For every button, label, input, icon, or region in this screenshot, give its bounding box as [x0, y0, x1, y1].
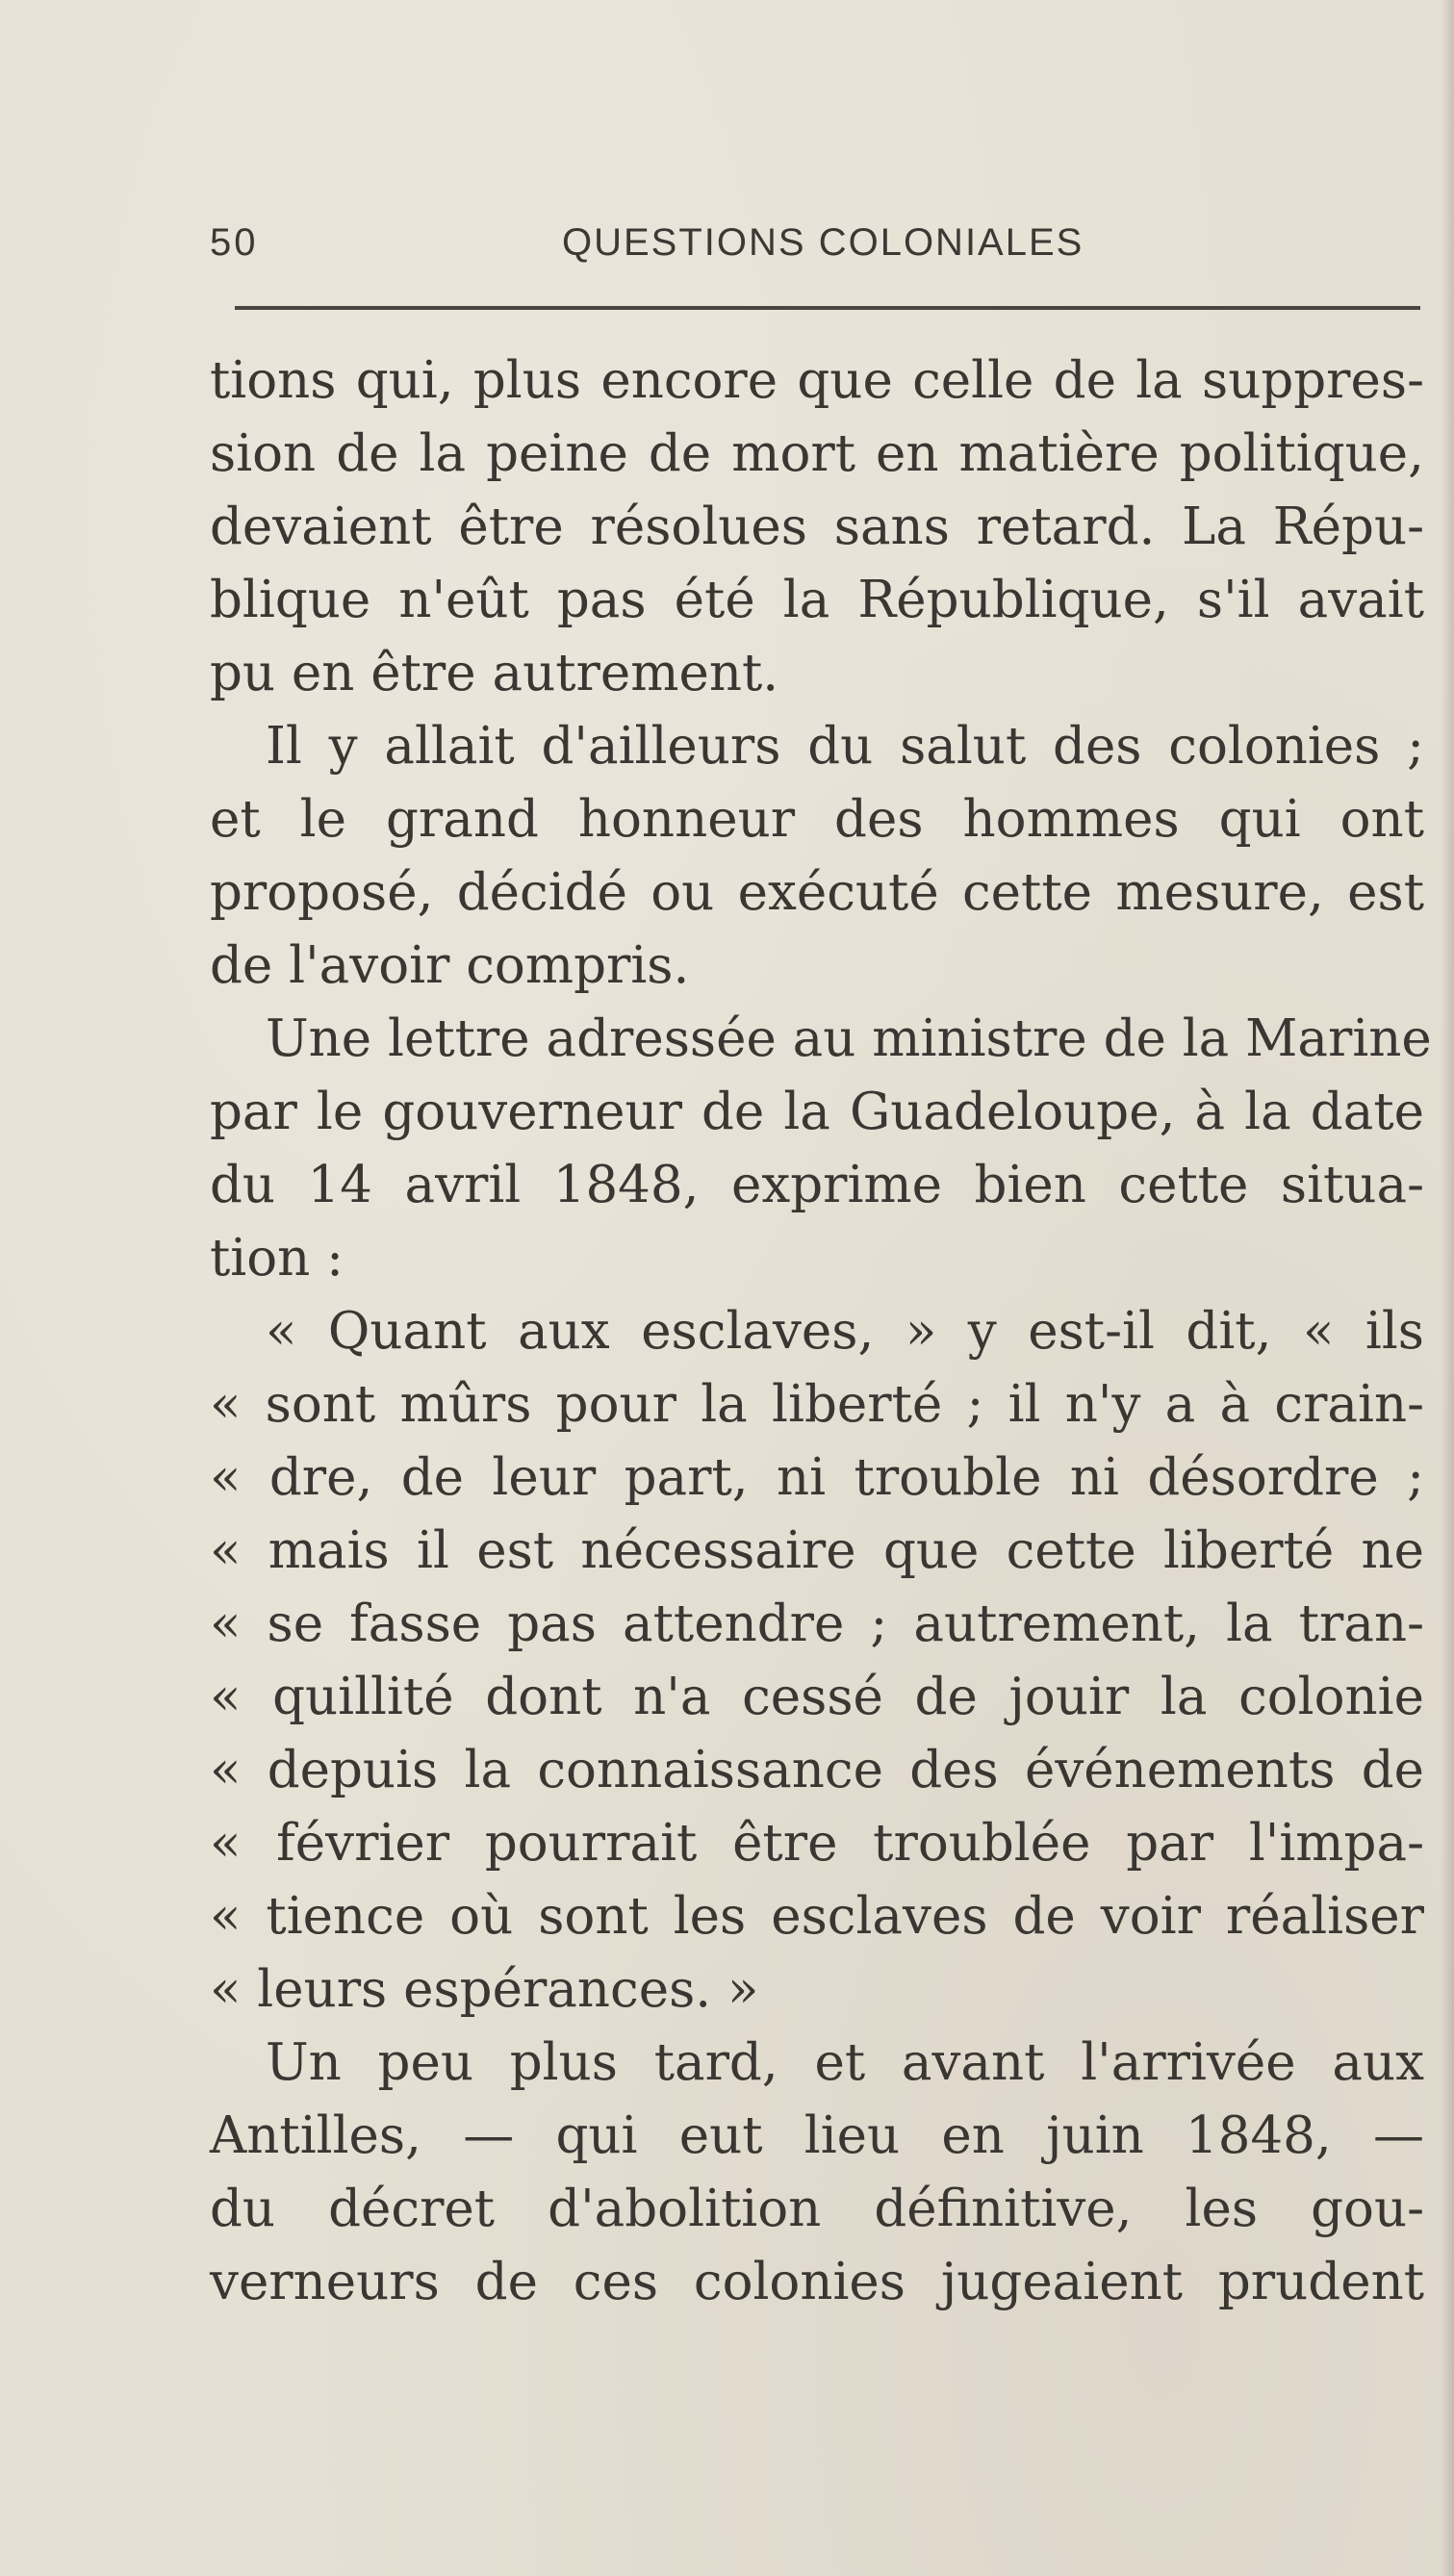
text-line: Une lettre adressée au ministre de la Marine: [266, 1009, 1432, 1068]
text-line: tions qui, plus encore que celle de la suppres-: [210, 351, 1424, 410]
text-line: « sont mûrs pour la liberté ; il n'y a à crain-: [210, 1375, 1424, 1434]
text-line: « Quant aux esclaves, » y est-il dit, « ils: [266, 1302, 1424, 1361]
text-line: du décret d'abolition définitive, les gou-: [210, 2180, 1424, 2238]
text-line: pu en être autrement.: [210, 644, 779, 702]
running-title: QUESTIONS COLONIALES: [562, 221, 1084, 264]
page-number: 50: [210, 221, 259, 264]
text-line: verneurs de ces colonies jugeaient prudent: [210, 2253, 1424, 2311]
text-line: du 14 avril 1848, exprime bien cette situa-: [210, 1156, 1424, 1214]
text-line: tion :: [210, 1229, 344, 1288]
header-rule: [235, 306, 1420, 310]
text-line: « février pourrait être troublée par l'impa-: [210, 1814, 1424, 1873]
page-header: [210, 214, 1424, 271]
text-line: « leurs espérances. »: [210, 1960, 759, 2019]
text-line: Un peu plus tard, et avant l'arrivée aux: [266, 2033, 1424, 2092]
text-line: « quillité dont n'a cessé de jouir la colonie: [210, 1668, 1424, 1726]
text-line: « dre, de leur part, ni trouble ni désordre ;: [210, 1448, 1424, 1507]
page-edge-shadow: [1441, 0, 1454, 2576]
body-text: [210, 344, 1432, 2319]
text-line: « tience où sont les esclaves de voir réaliser: [210, 1887, 1424, 1946]
text-line: Antilles, — qui eut lieu en juin 1848, —: [210, 2106, 1424, 2165]
text-line: sion de la peine de mort en matière politique,: [210, 424, 1424, 483]
text-line: devaient être résolues sans retard. La Répu-: [210, 497, 1424, 556]
text-line: « mais il est nécessaire que cette liberté ne: [210, 1521, 1424, 1580]
text-line: de l'avoir compris.: [210, 936, 690, 995]
text-line: blique n'eût pas été la République, s'il avait: [210, 571, 1424, 629]
text-line: et le grand honneur des hommes qui ont: [210, 790, 1424, 849]
text-line: proposé, décidé ou exécuté cette mesure, est: [210, 863, 1424, 922]
text-line: « se fasse pas attendre ; autrement, la tran-: [210, 1594, 1424, 1653]
text-line: « depuis la connaissance des événements de: [210, 1741, 1424, 1799]
text-line: par le gouverneur de la Guadeloupe, à la date: [210, 1083, 1424, 1141]
text-line: Il y allait d'ailleurs du salut des colonies ;: [266, 717, 1424, 776]
